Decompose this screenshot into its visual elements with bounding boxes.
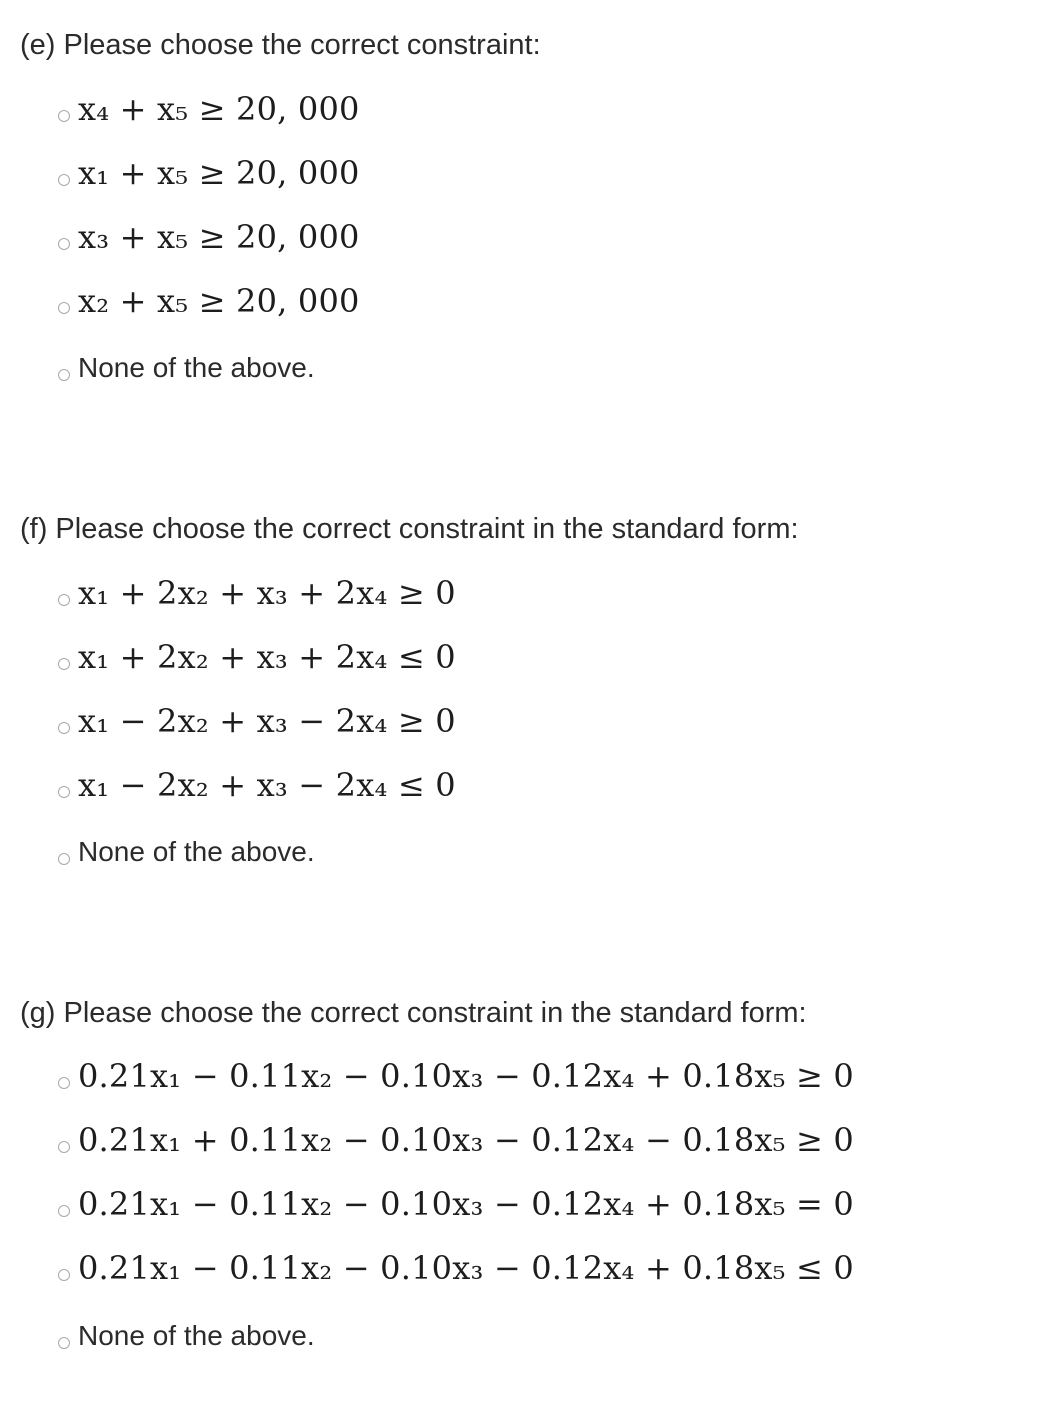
- option-e-2[interactable]: [58, 148, 360, 198]
- question-f-prompt: (f) Please choose the correct constraint in the standard form:: [20, 513, 799, 545]
- option-e-3[interactable]: [58, 212, 360, 262]
- radio-button[interactable]: [58, 1337, 70, 1349]
- radio-button[interactable]: [58, 174, 70, 186]
- option-e-none[interactable]: [58, 343, 315, 393]
- option-e-1[interactable]: [58, 84, 360, 134]
- radio-button[interactable]: [58, 722, 70, 734]
- radio-button[interactable]: [58, 369, 70, 381]
- option-g-none-text: None of the above.: [78, 1320, 315, 1351]
- option-f-3[interactable]: [58, 696, 456, 746]
- radio-button[interactable]: [58, 1141, 70, 1153]
- radio-button[interactable]: [58, 302, 70, 314]
- question-g-prompt: (g) Please choose the correct constraint in the standard form:: [20, 997, 807, 1029]
- option-g-none[interactable]: [58, 1311, 315, 1361]
- radio-button[interactable]: [58, 1269, 70, 1281]
- option-f-3-text: x₁ − 2x₂ + x₃ − 2x₄ ≥ 0: [78, 702, 456, 740]
- option-g-4[interactable]: [58, 1243, 854, 1293]
- option-f-4[interactable]: [58, 760, 456, 810]
- radio-button[interactable]: [58, 110, 70, 122]
- option-e-1-text: x₄ + x₅ ≥ 20, 000: [78, 90, 360, 128]
- option-e-2-text: x₁ + x₅ ≥ 20, 000: [78, 154, 360, 192]
- option-f-none-text: None of the above.: [78, 836, 315, 867]
- option-f-1-text: x₁ + 2x₂ + x₃ + 2x₄ ≥ 0: [78, 574, 456, 612]
- option-e-4-text: x₂ + x₅ ≥ 20, 000: [78, 282, 360, 320]
- option-g-3[interactable]: [58, 1179, 854, 1229]
- radio-button[interactable]: [58, 658, 70, 670]
- option-f-4-text: x₁ − 2x₂ + x₃ − 2x₄ ≤ 0: [78, 766, 456, 804]
- option-g-1[interactable]: [58, 1051, 854, 1101]
- option-f-2[interactable]: [58, 632, 456, 682]
- option-g-3-text: 0.21x₁ − 0.11x₂ − 0.10x₃ − 0.12x₄ + 0.18x₅ = 0: [78, 1185, 854, 1223]
- option-g-2[interactable]: [58, 1115, 854, 1165]
- option-f-2-text: x₁ + 2x₂ + x₃ + 2x₄ ≤ 0: [78, 638, 456, 676]
- option-e-4[interactable]: [58, 276, 360, 326]
- radio-button[interactable]: [58, 238, 70, 250]
- option-g-4-text: 0.21x₁ − 0.11x₂ − 0.10x₃ − 0.12x₄ + 0.18x₅ ≤ 0: [78, 1249, 854, 1287]
- option-f-none[interactable]: [58, 827, 315, 877]
- option-f-1[interactable]: [58, 568, 456, 618]
- option-e-3-text: x₃ + x₅ ≥ 20, 000: [78, 218, 360, 256]
- radio-button[interactable]: [58, 786, 70, 798]
- question-e-prompt: (e) Please choose the correct constraint:: [20, 29, 541, 61]
- option-g-1-text: 0.21x₁ − 0.11x₂ − 0.10x₃ − 0.12x₄ + 0.18x₅ ≥ 0: [78, 1057, 854, 1095]
- radio-button[interactable]: [58, 1077, 70, 1089]
- radio-button[interactable]: [58, 594, 70, 606]
- radio-button[interactable]: [58, 853, 70, 865]
- option-g-2-text: 0.21x₁ + 0.11x₂ − 0.10x₃ − 0.12x₄ − 0.18x₅ ≥ 0: [78, 1121, 854, 1159]
- radio-button[interactable]: [58, 1205, 70, 1217]
- option-e-none-text: None of the above.: [78, 352, 315, 383]
